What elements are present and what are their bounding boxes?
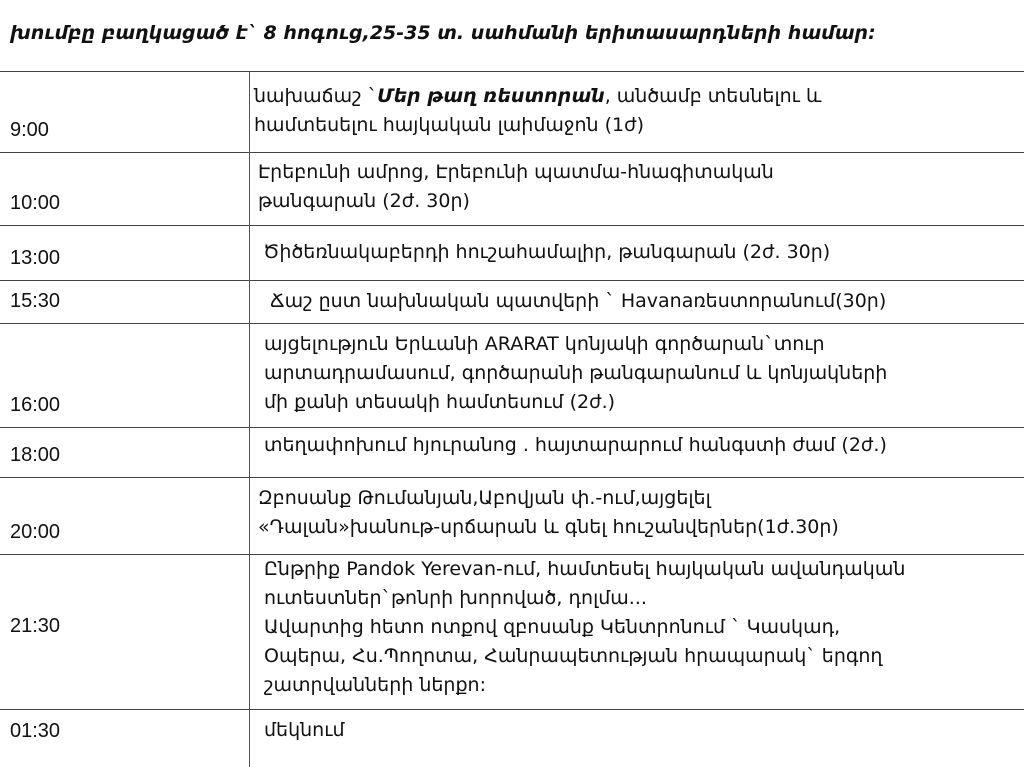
schedule-row	[0, 710, 1024, 767]
time-cell: 01:30	[10, 720, 61, 742]
description-cell: Էրեբունի ամրոց, Էրեբունի պատմա-հնագիտական թանգարան (2ժ. 30ր)	[258, 161, 774, 212]
schedule-row	[0, 324, 1024, 428]
restaurant-name: Մեր թաղ ռեստորան	[377, 85, 605, 107]
description-rest: , անծամբ տեսնելու և համտեսելու հայկական լաիմաջոն (1ժ)	[254, 85, 822, 136]
column-divider	[249, 72, 250, 767]
time-cell: 16:00	[10, 394, 61, 416]
time-cell: 10:00	[10, 192, 61, 214]
page-title-bar	[0, 0, 1024, 72]
time-cell: 21:30	[10, 615, 61, 637]
schedule-row	[0, 478, 1024, 555]
description-cell: Ճաշ ըստ նախնական պատվերի ` Havanaռեստորանում(30ր)	[270, 290, 887, 312]
time-cell: 18:00	[10, 444, 61, 466]
description-cell: Ընթրիք Pandok Yerevan-ում, համտեսել հայկական ավանդական ուտեստներ`թոնրի խորոված, դոլմա... Ավարտից հետո ոտքով զբոսանք Կենտրոնում ` Կասկադ, Օպերա, Հս.Պողոտա, Հանրապետության հրապարակ` երգող շատրվանների ներքո:	[264, 558, 906, 696]
time-cell: 20:00	[10, 521, 61, 543]
schedule-row	[0, 153, 1024, 226]
schedule-row	[0, 555, 1024, 710]
description-cell: Ծիծեռնակաբերդի հուշահամալիր, թանգարան (2ժ. 30ր)	[263, 241, 831, 263]
description-cell: տեղափոխում հյուրանոց . հայտարարում հանգստի ժամ (2ժ.)	[264, 434, 887, 456]
description-cell	[254, 82, 1018, 140]
time-cell: 15:30	[10, 290, 61, 312]
description-cell: մեկնում	[264, 719, 345, 741]
schedule-row	[0, 428, 1024, 478]
schedule-row	[0, 281, 1024, 324]
time-cell: 13:00	[10, 247, 61, 269]
description-lead: նախաճաշ `	[254, 85, 378, 107]
description-cell: Զբոսանք Թումանյան,Աբովյան փ.-ում,այցելել «Դալան»խանութ-սրճարան և գնել հուշանվերներ(1ժ.30ր)	[258, 487, 839, 538]
time-cell: 9:00	[10, 119, 49, 141]
schedule-row	[0, 226, 1024, 281]
schedule-row	[0, 72, 1024, 153]
page-title: խումբը բաղկացած է` 8 հոգուց,25-35 տ. սահմանի երիտասարդների համար:	[10, 22, 876, 44]
description-cell: այցելություն Երևանի ARARAT կոնյակի գործարան`տուր արտադրամասում, գործարանի թանգարանում և կոնյակների մի քանի տեսակի համտեսում (2ժ.)	[264, 333, 888, 413]
